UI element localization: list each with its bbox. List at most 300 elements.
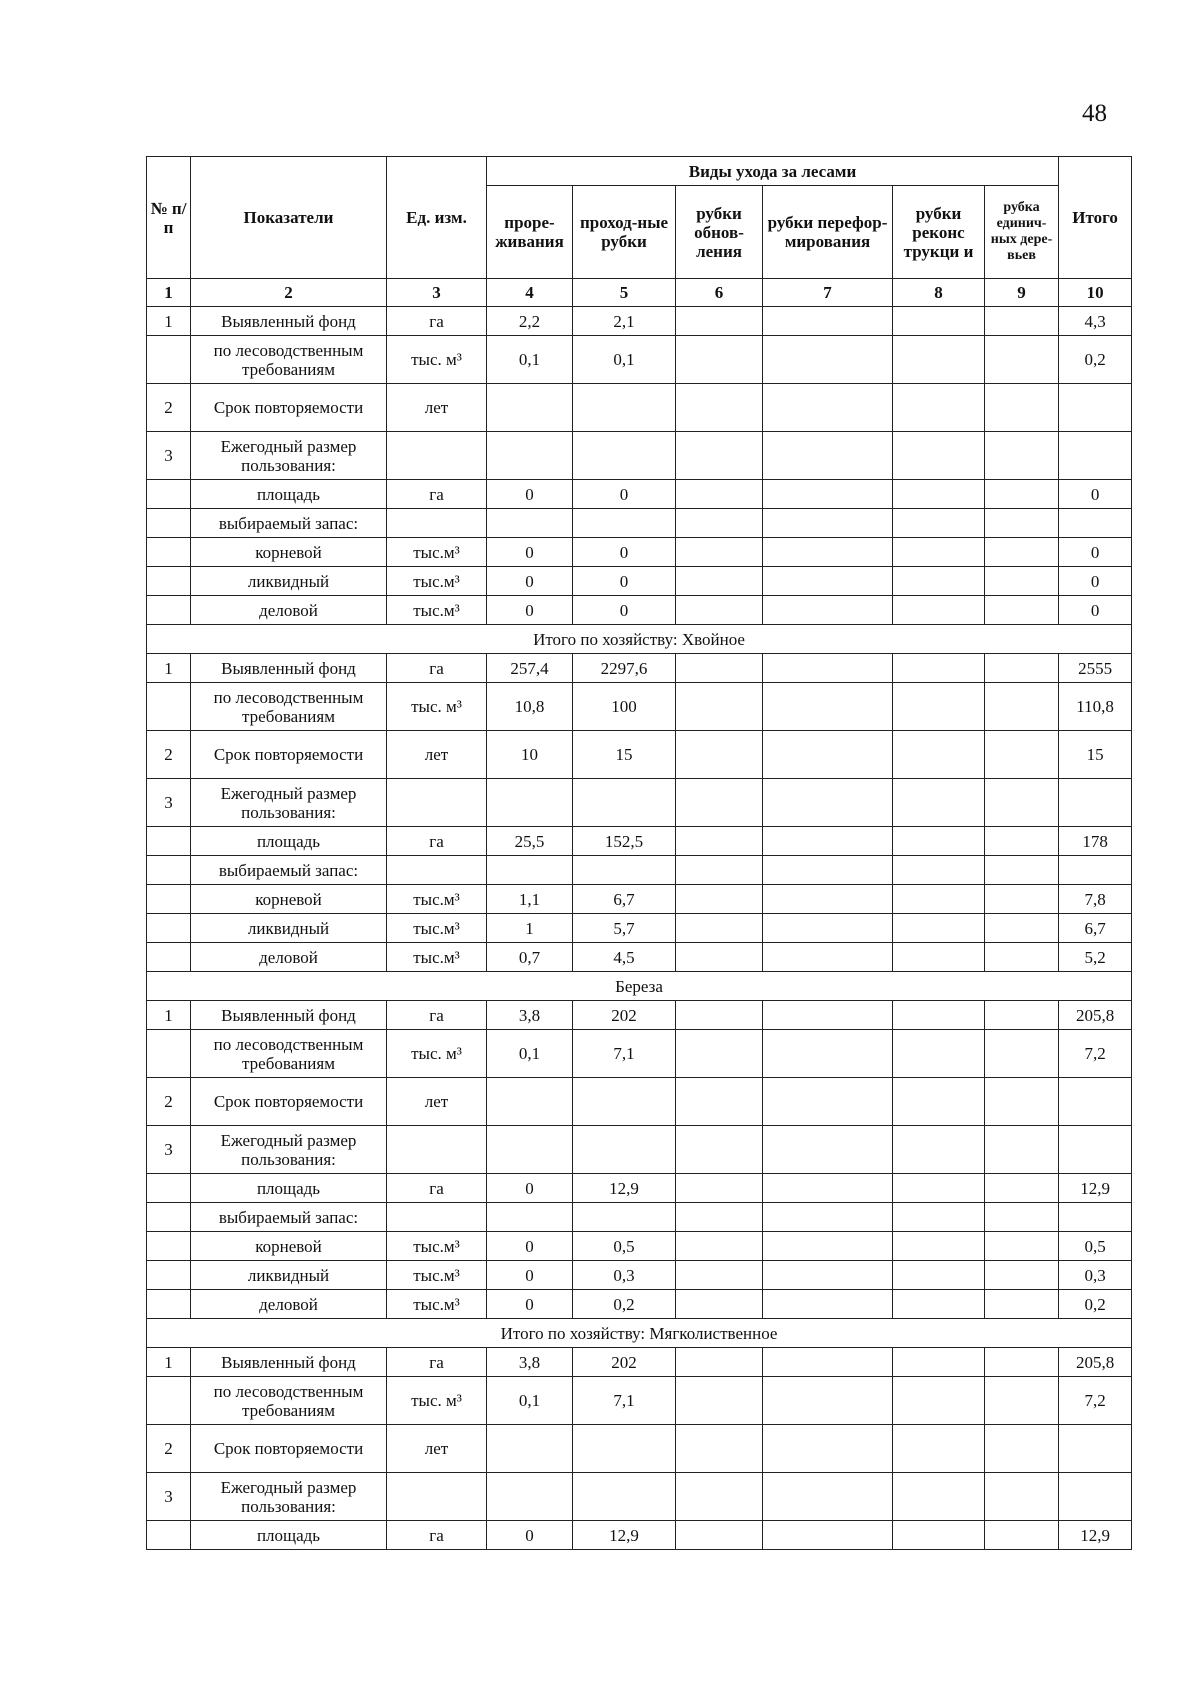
value-cell [985,336,1059,384]
value-cell: 202 [573,1001,676,1030]
value-cell: 2,2 [487,307,573,336]
indicator-name: Выявленный фонд [191,307,387,336]
unit-cell [387,779,487,827]
value-cell [676,731,763,779]
total-cell: 0 [1059,480,1132,509]
value-cell [763,307,893,336]
value-cell [676,1232,763,1261]
table-row [147,1348,1132,1377]
value-cell [893,1174,985,1203]
section-title: Итого по хозяйству: Мягколиственное [147,1319,1132,1348]
column-number: 9 [985,279,1059,307]
value-cell: 0,5 [573,1232,676,1261]
value-cell [676,1001,763,1030]
total-cell: 7,2 [1059,1030,1132,1078]
unit-cell: тыс. м³ [387,1030,487,1078]
value-cell [763,567,893,596]
value-cell [487,384,573,432]
indicator-name: площадь [191,827,387,856]
value-cell: 4,5 [573,943,676,972]
value-cell [763,1521,893,1550]
value-cell: 0 [573,538,676,567]
column-number: 4 [487,279,573,307]
value-cell: 0,1 [487,336,573,384]
value-cell [985,914,1059,943]
value-cell [487,432,573,480]
row-number [147,336,191,384]
row-number: 2 [147,731,191,779]
value-cell [985,856,1059,885]
row-number [147,683,191,731]
value-cell [676,856,763,885]
indicator-name: Ежегодный размер пользования: [191,1473,387,1521]
indicator-name: Срок повторяемости [191,384,387,432]
unit-cell: га [387,1521,487,1550]
value-cell: 5,7 [573,914,676,943]
value-cell: 12,9 [573,1174,676,1203]
value-cell [985,1425,1059,1473]
row-number [147,1521,191,1550]
value-cell [763,1232,893,1261]
total-cell: 205,8 [1059,1348,1132,1377]
value-cell [893,567,985,596]
value-cell [487,779,573,827]
table-row [147,856,1132,885]
section-title-row [147,972,1132,1001]
unit-cell: тыс.м³ [387,567,487,596]
value-cell [763,1348,893,1377]
row-number: 2 [147,1425,191,1473]
indicator-name: Ежегодный размер пользования: [191,779,387,827]
value-cell [763,596,893,625]
value-cell [985,538,1059,567]
total-cell: 15 [1059,731,1132,779]
value-cell: 202 [573,1348,676,1377]
value-cell: 25,5 [487,827,573,856]
indicator-name: Срок повторяемости [191,731,387,779]
column-number: 8 [893,279,985,307]
value-cell: 0 [487,596,573,625]
unit-cell: лет [387,1425,487,1473]
value-cell: 1 [487,914,573,943]
row-number [147,1030,191,1078]
value-cell: 0 [487,538,573,567]
total-cell: 5,2 [1059,943,1132,972]
row-number [147,1377,191,1425]
value-cell: 2,1 [573,307,676,336]
unit-cell: тыс.м³ [387,1232,487,1261]
value-cell: 0 [487,1261,573,1290]
value-cell [676,1078,763,1126]
total-cell [1059,856,1132,885]
value-cell [985,1232,1059,1261]
total-cell: 2555 [1059,654,1132,683]
unit-cell: га [387,480,487,509]
total-cell: 4,3 [1059,307,1132,336]
value-cell [573,1126,676,1174]
row-number: 3 [147,1473,191,1521]
value-cell [676,943,763,972]
unit-cell: тыс.м³ [387,885,487,914]
indicator-name: Ежегодный размер пользования: [191,432,387,480]
section-title: Итого по хозяйству: Хвойное [147,625,1132,654]
value-cell: 257,4 [487,654,573,683]
row-number [147,1203,191,1232]
unit-cell [387,1126,487,1174]
value-cell [676,384,763,432]
table-row [147,914,1132,943]
value-cell [487,1078,573,1126]
value-cell [893,1030,985,1078]
header-single-tree-cuts: рубка единич-ных дере-вьев [985,186,1059,279]
value-cell [573,384,676,432]
value-cell [763,1001,893,1030]
table-row [147,1078,1132,1126]
column-number: 10 [1059,279,1132,307]
table-row [147,1030,1132,1078]
row-number: 3 [147,432,191,480]
total-cell [1059,1203,1132,1232]
header-reformation-cuts: рубки перефор-мирования [763,186,893,279]
total-cell: 0,2 [1059,336,1132,384]
value-cell: 0 [487,1290,573,1319]
table-row [147,731,1132,779]
unit-cell: лет [387,1078,487,1126]
value-cell: 7,1 [573,1377,676,1425]
value-cell [985,1261,1059,1290]
value-cell [893,1001,985,1030]
value-cell [985,384,1059,432]
value-cell [985,1126,1059,1174]
total-cell: 0 [1059,538,1132,567]
total-cell: 12,9 [1059,1521,1132,1550]
row-number [147,1174,191,1203]
value-cell [893,943,985,972]
value-cell [985,1348,1059,1377]
value-cell: 0 [487,567,573,596]
value-cell [676,480,763,509]
table-row [147,596,1132,625]
header-total: Итого [1059,157,1132,279]
unit-cell: га [387,1348,487,1377]
unit-cell: лет [387,731,487,779]
value-cell [676,779,763,827]
value-cell [893,384,985,432]
indicator-name: корневой [191,1232,387,1261]
column-number: 6 [676,279,763,307]
value-cell [676,1174,763,1203]
value-cell [763,943,893,972]
value-cell [893,1261,985,1290]
value-cell [763,827,893,856]
page-number: 48 [1082,100,1107,127]
unit-cell [387,432,487,480]
indicator-name: площадь [191,1174,387,1203]
value-cell [676,509,763,538]
indicator-name: корневой [191,885,387,914]
total-cell: 6,7 [1059,914,1132,943]
table-row [147,1203,1132,1232]
total-cell: 0,3 [1059,1261,1132,1290]
table-row [147,538,1132,567]
header-unit: Ед. изм. [387,157,487,279]
value-cell: 0,1 [487,1377,573,1425]
value-cell [893,596,985,625]
unit-cell: га [387,1001,487,1030]
header-reconstruction-cuts: рубки реконс трукци и [893,186,985,279]
value-cell [985,596,1059,625]
value-cell: 1,1 [487,885,573,914]
value-cell: 152,5 [573,827,676,856]
table-row [147,384,1132,432]
value-cell [893,509,985,538]
indicator-name: ликвидный [191,914,387,943]
indicator-name: по лесоводственным требованиям [191,1030,387,1078]
indicator-name: по лесоводственным требованиям [191,1377,387,1425]
value-cell [763,1126,893,1174]
table-row [147,307,1132,336]
unit-cell: тыс. м³ [387,336,487,384]
value-cell [763,1425,893,1473]
indicator-name: выбираемый запас: [191,509,387,538]
value-cell [985,1521,1059,1550]
total-cell [1059,1126,1132,1174]
value-cell: 0 [573,567,676,596]
indicator-name: площадь [191,1521,387,1550]
total-cell: 0,5 [1059,1232,1132,1261]
value-cell [985,1377,1059,1425]
value-cell: 0 [487,1521,573,1550]
header-renewal-cuts: рубки обнов-ления [676,186,763,279]
value-cell [985,307,1059,336]
value-cell [985,683,1059,731]
row-number: 1 [147,1001,191,1030]
row-number [147,856,191,885]
value-cell: 7,1 [573,1030,676,1078]
value-cell [893,654,985,683]
table-row [147,1174,1132,1203]
row-number [147,1232,191,1261]
value-cell: 0 [487,1232,573,1261]
value-cell [676,307,763,336]
value-cell [985,654,1059,683]
row-number: 1 [147,1348,191,1377]
value-cell [763,914,893,943]
value-cell [985,943,1059,972]
value-cell [487,1126,573,1174]
value-cell [893,1126,985,1174]
value-cell: 0 [487,480,573,509]
total-cell [1059,779,1132,827]
value-cell [487,856,573,885]
indicator-name: Ежегодный размер пользования: [191,1126,387,1174]
row-number [147,567,191,596]
table-row [147,779,1132,827]
column-numbers-row [147,279,1132,307]
table-row [147,885,1132,914]
value-cell [893,1078,985,1126]
value-cell [763,1078,893,1126]
forest-care-table [146,156,1132,1550]
value-cell [676,1203,763,1232]
table-row [147,567,1132,596]
indicator-name: по лесоводственным требованиям [191,336,387,384]
row-number: 1 [147,307,191,336]
unit-cell: лет [387,384,487,432]
value-cell: 100 [573,683,676,731]
indicator-name: деловой [191,596,387,625]
value-cell [763,1473,893,1521]
unit-cell: тыс.м³ [387,596,487,625]
total-cell [1059,432,1132,480]
value-cell [763,856,893,885]
unit-cell [387,1203,487,1232]
total-cell: 12,9 [1059,1174,1132,1203]
unit-cell: тыс.м³ [387,1261,487,1290]
value-cell [985,779,1059,827]
value-cell [676,1348,763,1377]
value-cell [487,1473,573,1521]
row-number [147,827,191,856]
indicator-name: площадь [191,480,387,509]
value-cell [763,538,893,567]
value-cell [893,1473,985,1521]
header-group-title: Виды ухода за лесами [487,157,1059,186]
table-row [147,1377,1132,1425]
unit-cell: га [387,307,487,336]
total-cell: 205,8 [1059,1001,1132,1030]
indicator-name: выбираемый запас: [191,1203,387,1232]
total-cell: 0,2 [1059,1290,1132,1319]
value-cell [676,683,763,731]
value-cell: 10,8 [487,683,573,731]
table-row [147,1290,1132,1319]
value-cell: 15 [573,731,676,779]
value-cell [487,1203,573,1232]
value-cell [676,336,763,384]
value-cell [985,1001,1059,1030]
table-row [147,480,1132,509]
row-number [147,509,191,538]
indicator-name: деловой [191,943,387,972]
value-cell [573,1425,676,1473]
table-row [147,1521,1132,1550]
value-cell: 0 [487,1174,573,1203]
table-row [147,1001,1132,1030]
indicator-name: выбираемый запас: [191,856,387,885]
value-cell [985,1473,1059,1521]
value-cell [893,885,985,914]
value-cell: 0 [573,596,676,625]
value-cell: 0,7 [487,943,573,972]
row-number: 1 [147,654,191,683]
total-cell: 7,2 [1059,1377,1132,1425]
value-cell [893,1203,985,1232]
value-cell [763,885,893,914]
value-cell [893,538,985,567]
unit-cell: га [387,654,487,683]
value-cell [893,1521,985,1550]
value-cell [676,654,763,683]
indicator-name: деловой [191,1290,387,1319]
value-cell [676,1261,763,1290]
value-cell [763,731,893,779]
value-cell [893,731,985,779]
value-cell [763,432,893,480]
value-cell: 2297,6 [573,654,676,683]
row-number [147,596,191,625]
row-number [147,1261,191,1290]
value-cell [985,731,1059,779]
indicator-name: Выявленный фонд [191,1001,387,1030]
unit-cell: тыс.м³ [387,943,487,972]
value-cell [573,1203,676,1232]
value-cell [893,779,985,827]
value-cell [763,779,893,827]
table-row [147,654,1132,683]
value-cell [676,1377,763,1425]
indicator-name: Срок повторяемости [191,1078,387,1126]
unit-cell: га [387,827,487,856]
value-cell [573,856,676,885]
value-cell [893,307,985,336]
value-cell [893,1348,985,1377]
indicator-name: по лесоводственным требованиям [191,683,387,731]
value-cell [763,1377,893,1425]
value-cell [676,567,763,596]
indicator-name: ликвидный [191,567,387,596]
value-cell: 12,9 [573,1521,676,1550]
indicator-name: Выявленный фонд [191,654,387,683]
table-row [147,943,1132,972]
table-row [147,1126,1132,1174]
value-cell [676,432,763,480]
value-cell [893,1425,985,1473]
value-cell: 0 [573,480,676,509]
column-number: 7 [763,279,893,307]
value-cell [985,827,1059,856]
value-cell [573,432,676,480]
table-body [147,307,1132,1550]
value-cell [985,885,1059,914]
table-row [147,1232,1132,1261]
indicator-name: Выявленный фонд [191,1348,387,1377]
value-cell: 0,1 [573,336,676,384]
total-cell: 110,8 [1059,683,1132,731]
value-cell [763,683,893,731]
value-cell [487,1425,573,1473]
indicator-name: Срок повторяемости [191,1425,387,1473]
header-thinning: проре-живания [487,186,573,279]
value-cell [676,827,763,856]
total-cell [1059,1078,1132,1126]
value-cell [676,1521,763,1550]
value-cell [893,480,985,509]
value-cell [763,1261,893,1290]
value-cell [676,596,763,625]
value-cell [676,885,763,914]
total-cell: 0 [1059,567,1132,596]
value-cell [985,1290,1059,1319]
value-cell [893,914,985,943]
unit-cell: тыс.м³ [387,538,487,567]
value-cell [985,1078,1059,1126]
unit-cell: тыс. м³ [387,1377,487,1425]
table-row [147,827,1132,856]
value-cell [985,432,1059,480]
section-title: Береза [147,972,1132,1001]
row-number [147,480,191,509]
